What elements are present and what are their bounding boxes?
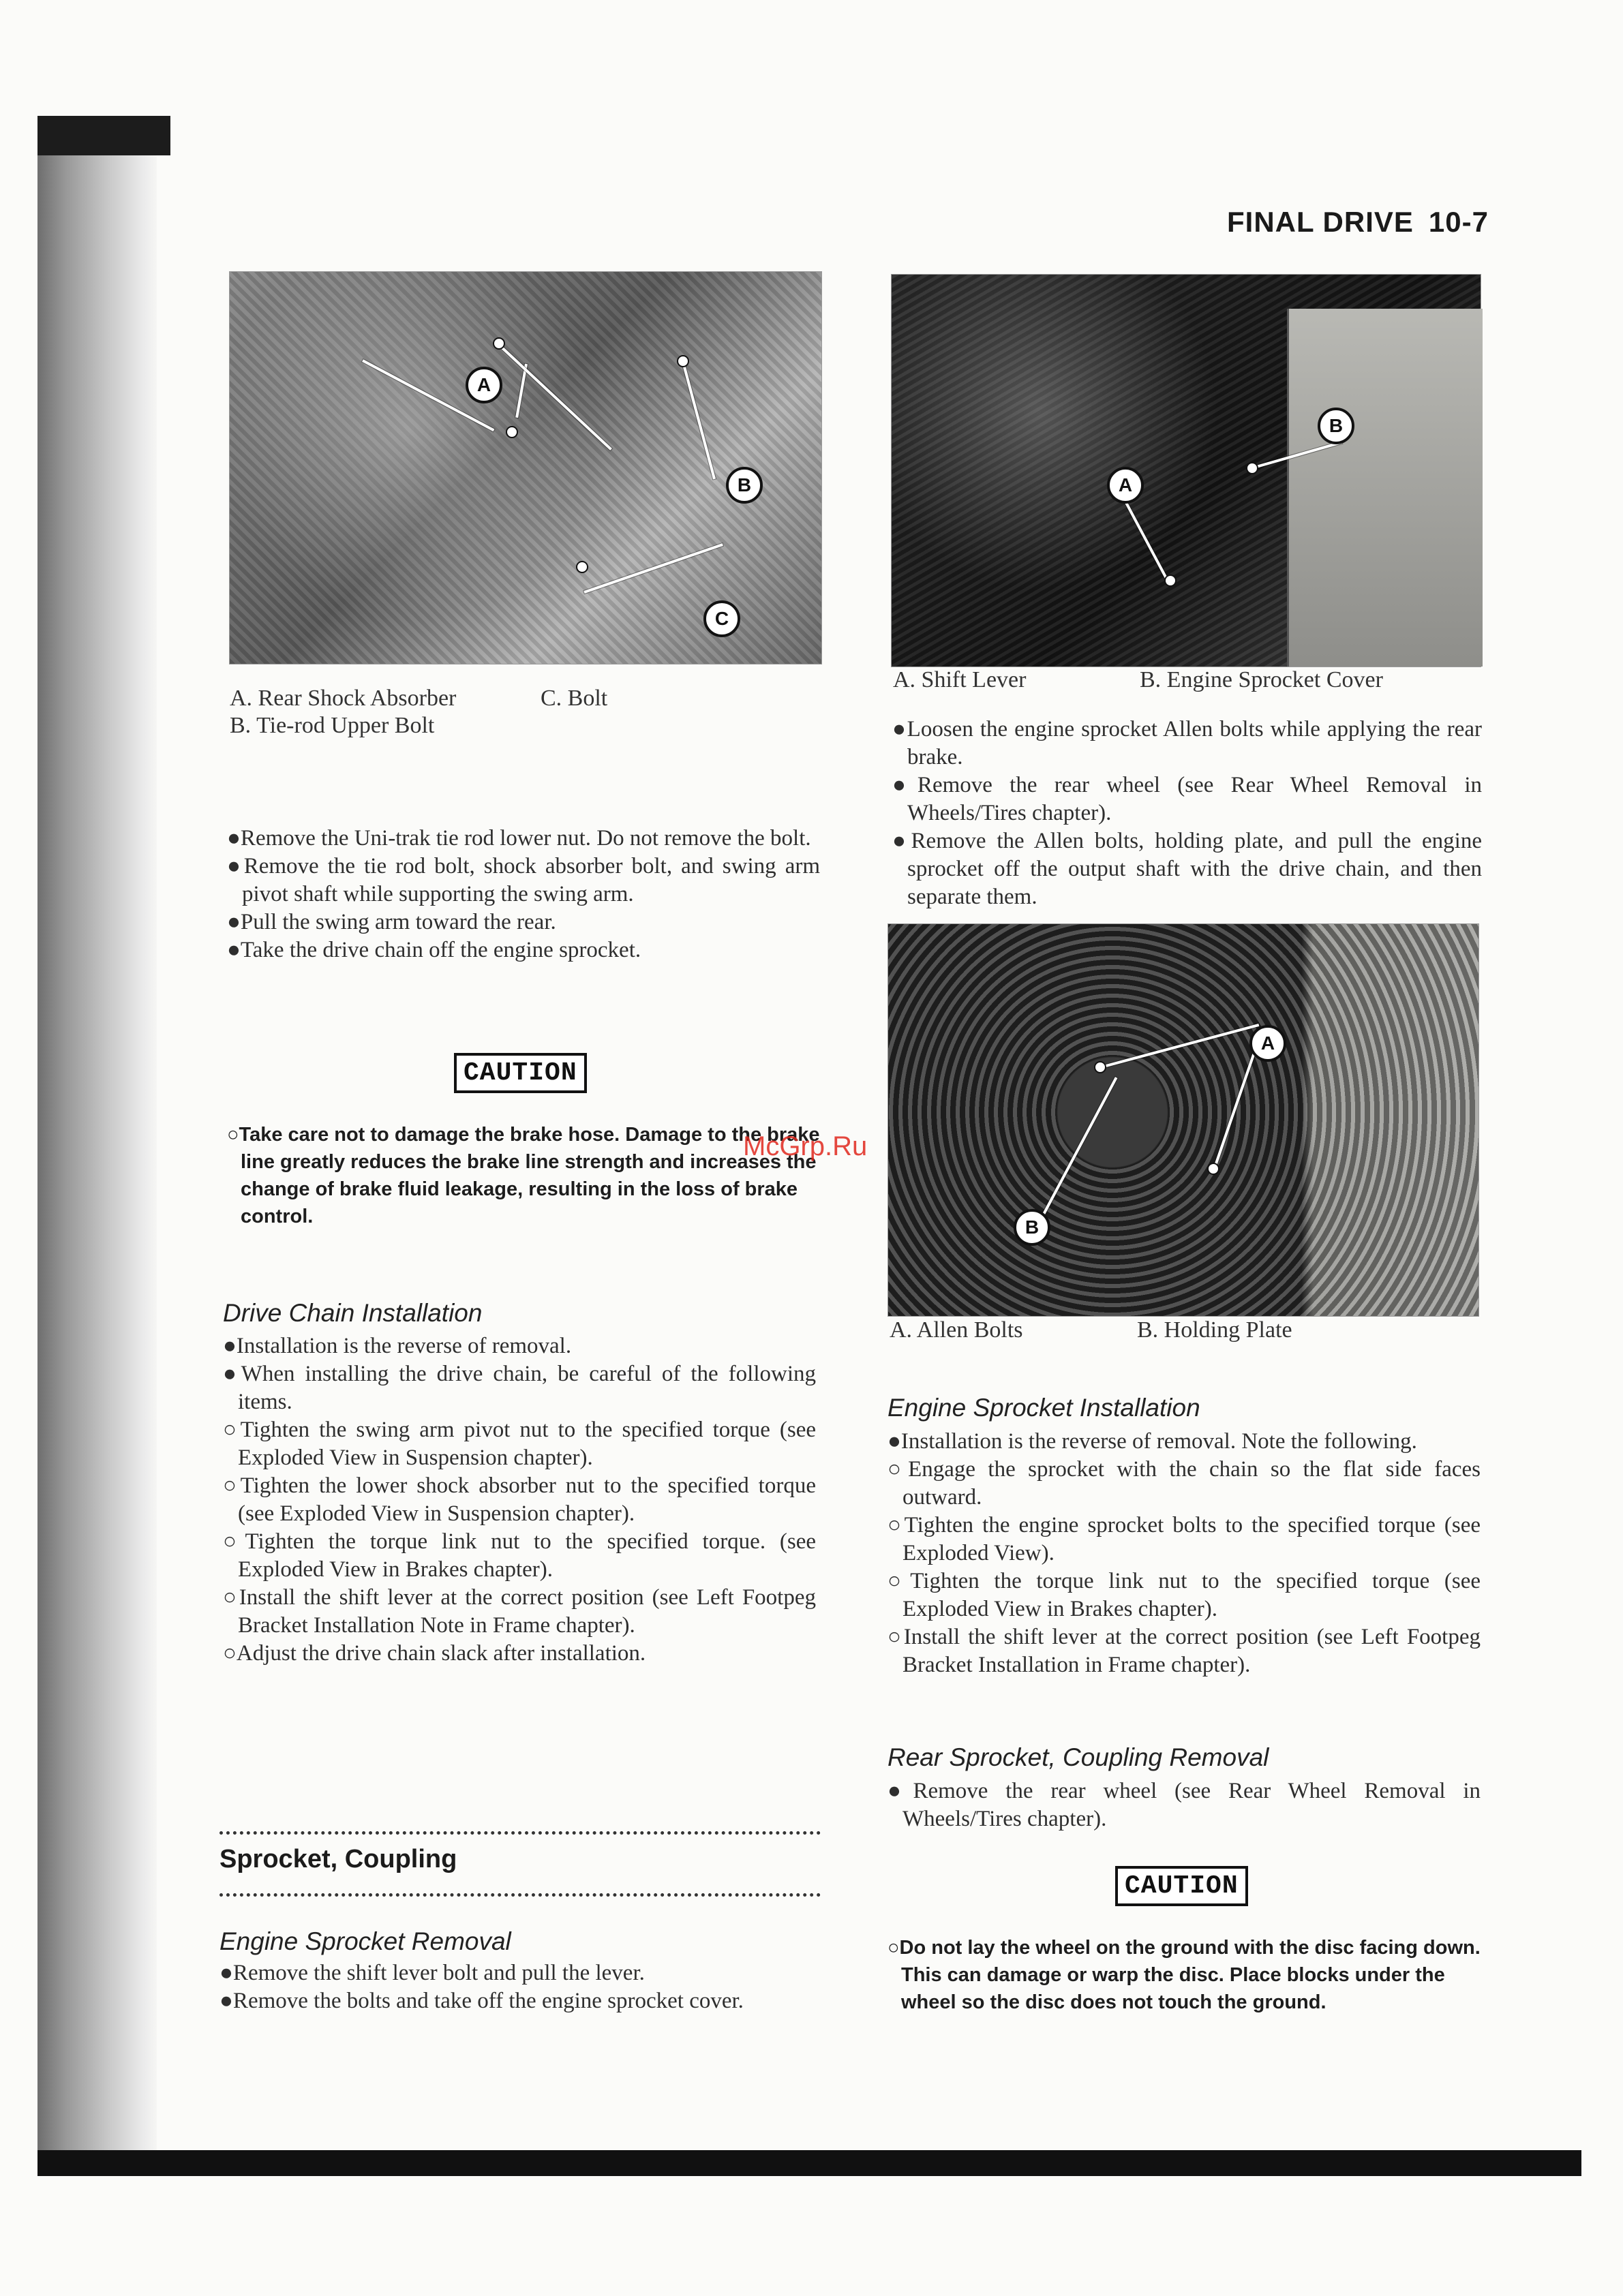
callout-b: B xyxy=(1014,1209,1050,1246)
list-item: ○Engage the sprocket with the chain so the flat side faces outward. xyxy=(888,1457,1481,1510)
caution-text: ○Do not lay the wheel on the ground with the disc facing down. This can damage or warp the disc. Place blocks under the wheel so the disc does not touch the ground. xyxy=(888,1937,1481,2013)
caution-wheel-disc xyxy=(888,1934,1481,2016)
rear-sprocket-removal-title: Rear Sprocket, Coupling Removal xyxy=(888,1743,1269,1771)
list-item: ○Tighten the engine sprocket bolts to the specified torque (see Exploded View). xyxy=(888,1513,1481,1565)
section-rule-bottom xyxy=(219,1893,821,1897)
figure3-caption-a: A. Allen Bolts xyxy=(890,1317,1023,1343)
drive-chain-installation-list xyxy=(223,1332,816,1668)
section-title: Sprocket, Coupling xyxy=(219,1845,457,1873)
figure2-caption-a: A. Shift Lever xyxy=(893,667,1027,692)
list-item: ●Remove the Uni-trak tie rod lower nut. Do not remove the bolt. xyxy=(227,826,811,851)
figure-shift-lever-photo xyxy=(891,274,1481,667)
callout-a: A xyxy=(466,367,502,403)
caution-label: CAUTION xyxy=(454,1053,587,1093)
figure-rear-shock-photo xyxy=(229,271,822,664)
list-item: ●Pull the swing arm toward the rear. xyxy=(227,910,556,934)
list-item: ●Remove the Allen bolts, holding plate, and pull the engine sprocket off the output shaft with the drive chain, and then separate them. xyxy=(892,829,1482,909)
callout-a: A xyxy=(1249,1025,1286,1062)
engine-sprocket-removal-title: Engine Sprocket Removal xyxy=(219,1927,511,1955)
engine-sprocket-installation-list xyxy=(888,1428,1481,1679)
list-item: ●Remove the tie rod bolt, shock absorber bolt, and swing arm pivot shaft while supporting the swing arm. xyxy=(227,854,820,906)
page-number: 10-7 xyxy=(1428,206,1489,238)
list-item: ●Remove the bolts and take off the engine sprocket cover. xyxy=(219,1989,744,2013)
callout-c: C xyxy=(703,600,740,637)
rear-sprocket-removal-list xyxy=(888,1777,1481,1833)
list-item: ○Tighten the torque link nut to the specified torque. (see Exploded View in Brakes chapter). xyxy=(223,1529,816,1582)
list-item: ○Install the shift lever at the correct position (see Left Footpeg Bracket Installation in Frame chapter). xyxy=(888,1625,1481,1677)
list-item: ●Remove the rear wheel (see Rear Wheel Removal in Wheels/Tires chapter). xyxy=(892,773,1482,825)
page-header xyxy=(1227,206,1489,239)
figure1-caption-col2 xyxy=(541,685,607,712)
list-item: ○Adjust the drive chain slack after installation. xyxy=(223,1641,646,1666)
list-item: ●Installation is the reverse of removal. xyxy=(223,1334,572,1358)
callout-a: A xyxy=(1107,467,1144,504)
caption-line: B. Tie-rod Upper Bolt xyxy=(230,713,435,738)
header-title: FINAL DRIVE xyxy=(1227,206,1414,238)
list-item: ○Install the shift lever at the correct position (see Left Footpeg Bracket Installation Note in Frame chapter). xyxy=(223,1585,816,1638)
page-binding-shadow xyxy=(37,116,157,2160)
list-item: ○Tighten the torque link nut to the specified torque (see Exploded View in Brakes chapter). xyxy=(888,1569,1481,1621)
callout-b: B xyxy=(726,467,763,504)
engine-sprocket-installation-title: Engine Sprocket Installation xyxy=(888,1394,1200,1422)
figure3-caption-b: B. Holding Plate xyxy=(1137,1317,1292,1343)
caption-line: A. Rear Shock Absorber xyxy=(230,686,457,711)
list-item: ●When installing the drive chain, be careful of the following items. xyxy=(223,1362,816,1414)
list-item: ●Remove the rear wheel (see Rear Wheel Removal in Wheels/Tires chapter). xyxy=(888,1779,1481,1831)
sprocket-removal-steps xyxy=(892,716,1482,911)
caution-brake-hose xyxy=(227,1121,827,1230)
list-item: ●Loosen the engine sprocket Allen bolts while applying the rear brake. xyxy=(892,717,1482,769)
list-item: ●Installation is the reverse of removal. Note the following. xyxy=(888,1429,1417,1454)
list-item: ●Remove the shift lever bolt and pull the lever. xyxy=(219,1961,645,1985)
figure1-caption-col1 xyxy=(230,685,456,739)
list-item: ○Tighten the lower shock absorber nut to the specified torque (see Exploded View in Suspension chapter). xyxy=(223,1473,816,1526)
section-rule-top xyxy=(219,1831,821,1835)
caution-text: ○Take care not to damage the brake hose. Damage to the brake line greatly reduces the brake line strength and increases the change of brake fluid leakage, resulting in the loss of brake control. xyxy=(227,1124,820,1227)
binding-top-edge xyxy=(37,116,170,155)
list-item: ○Tighten the swing arm pivot nut to the specified torque (see Exploded View in Suspension chapter). xyxy=(223,1418,816,1470)
engine-sprocket-removal-list xyxy=(219,1959,813,2015)
bottom-scan-bar xyxy=(37,2150,1581,2176)
callout-b: B xyxy=(1318,408,1354,444)
drive-chain-installation-title: Drive Chain Installation xyxy=(223,1299,483,1327)
caption-line: C. Bolt xyxy=(541,686,608,711)
figure2-caption-b: B. Engine Sprocket Cover xyxy=(1140,667,1383,692)
list-item: ●Take the drive chain off the engine sprocket. xyxy=(227,938,641,962)
removal-steps xyxy=(227,825,820,964)
caution-label: CAUTION xyxy=(1115,1866,1248,1906)
figure-allen-bolts-photo xyxy=(888,923,1479,1317)
watermark: McGrp.Ru xyxy=(743,1131,868,1161)
